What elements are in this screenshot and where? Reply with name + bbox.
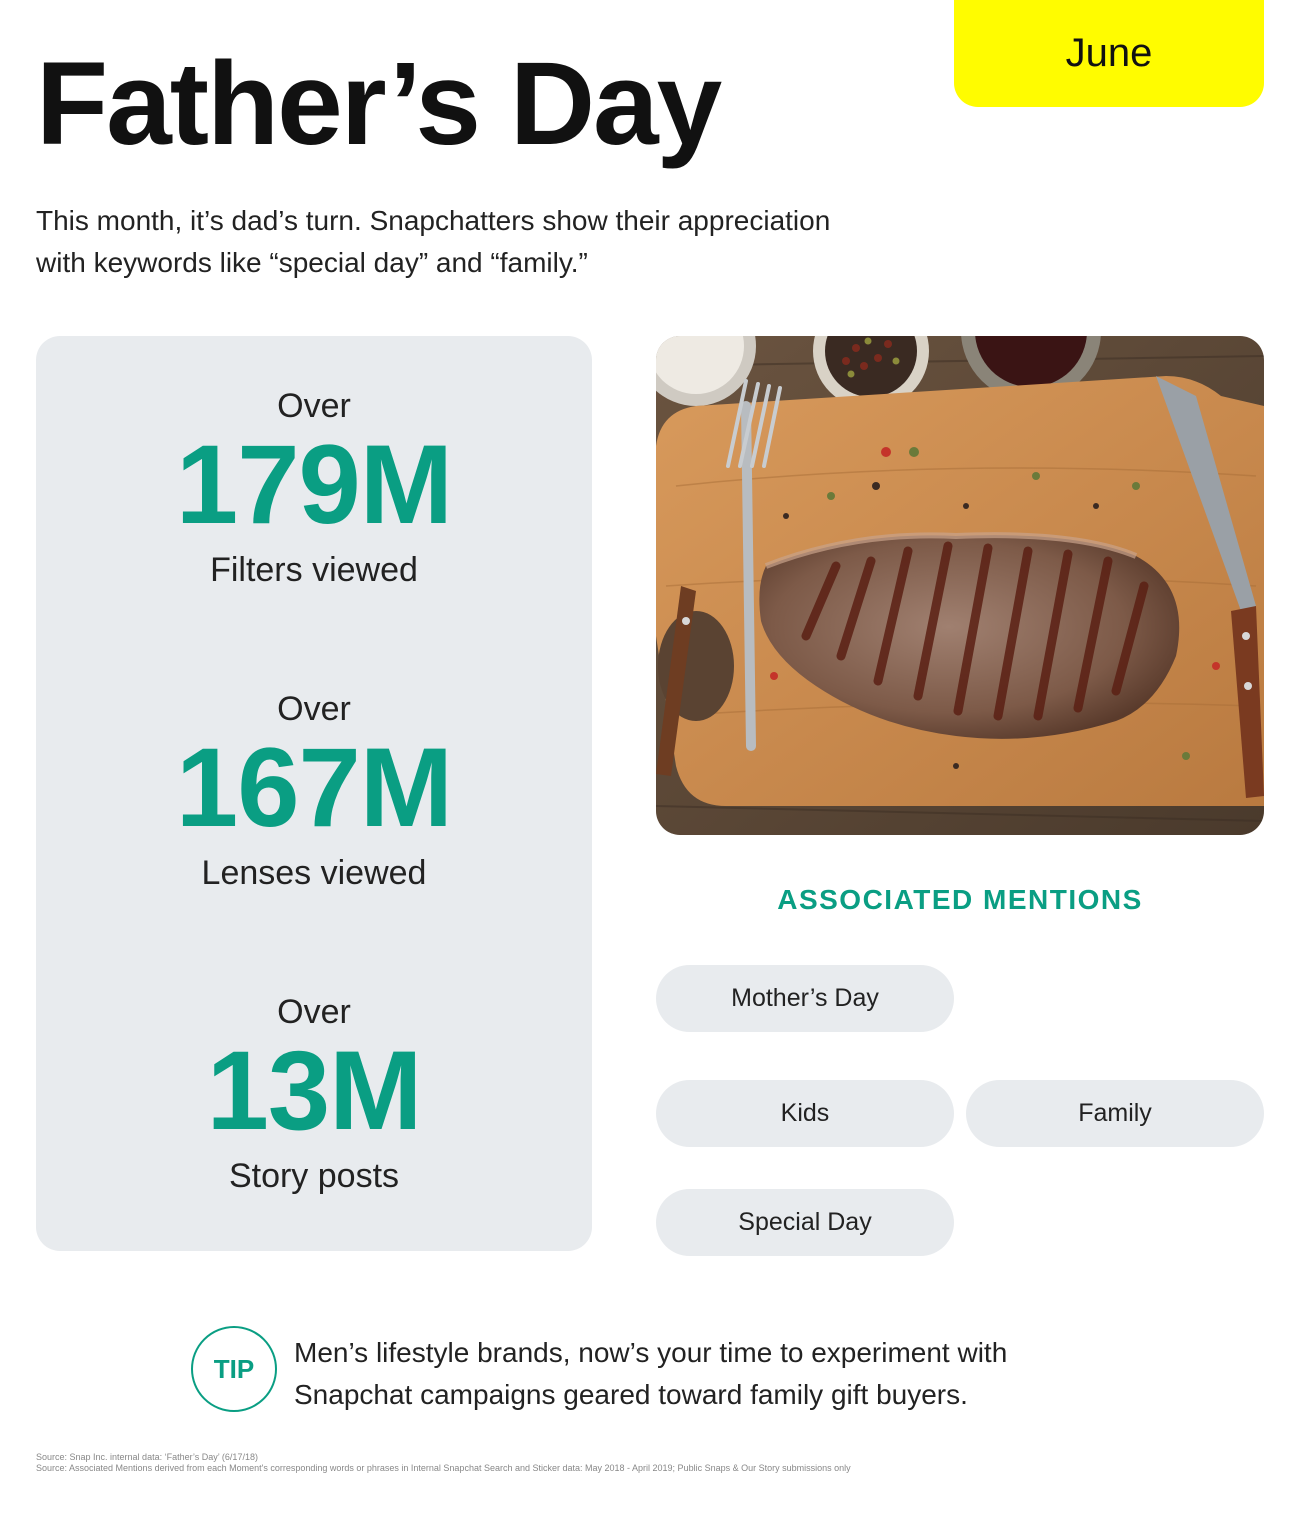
mention-label: Kids (780, 1099, 830, 1127)
source-line: Source: Snap Inc. internal data: ‘Father’s Day’ (6/17/18) (36, 1452, 258, 1462)
tip-badge-label: TIP (213, 1353, 255, 1384)
stat-value: 167M (175, 725, 453, 850)
page-title: Father’s Day (36, 38, 721, 170)
stats-card (36, 336, 592, 1251)
source-line: Source: Associated Mentions derived from each Moment's corresponding words or phrases in Internal Snapchat Search and Sticker data: May 2018 - April 2019; Public Snaps & Our Story submissions only (36, 1463, 851, 1473)
steak-illustration (656, 336, 1264, 835)
month-badge (954, 0, 1264, 107)
stat-stories (36, 992, 592, 1196)
stat-prefix: Over (277, 387, 351, 425)
mention-pill-special-day (656, 1189, 954, 1256)
stat-value: 13M (206, 1028, 422, 1153)
mention-label: Family (1078, 1099, 1152, 1127)
intro-text: This month, it’s dad’s turn. Snapchatters show their appreciation with keywords like “special day” and “family.” (36, 205, 831, 278)
month-label: June (1065, 31, 1153, 75)
stat-lenses (36, 689, 592, 893)
stat-filters (36, 386, 592, 590)
stat-value: 179M (175, 422, 453, 547)
stat-label: Filters viewed (210, 551, 418, 589)
mention-label: Mother’s Day (731, 984, 879, 1012)
stat-prefix: Over (277, 993, 351, 1031)
mention-label: Special Day (738, 1208, 872, 1236)
source-notes (36, 1452, 1236, 1474)
mention-pill-family (966, 1080, 1264, 1147)
mention-pill-kids (656, 1080, 954, 1147)
mentions-heading: ASSOCIATED MENTIONS (777, 884, 1143, 915)
stat-prefix: Over (277, 690, 351, 728)
tip-text: Men’s lifestyle brands, now’s your time to experiment with Snapchat campaigns geared toward family gift buyers. (294, 1337, 1008, 1410)
steak-photo (656, 336, 1264, 835)
mention-pill-mothers-day (656, 965, 954, 1032)
stat-label: Lenses viewed (201, 854, 427, 892)
stat-label: Story posts (228, 1157, 400, 1195)
tip-badge (191, 1326, 277, 1412)
